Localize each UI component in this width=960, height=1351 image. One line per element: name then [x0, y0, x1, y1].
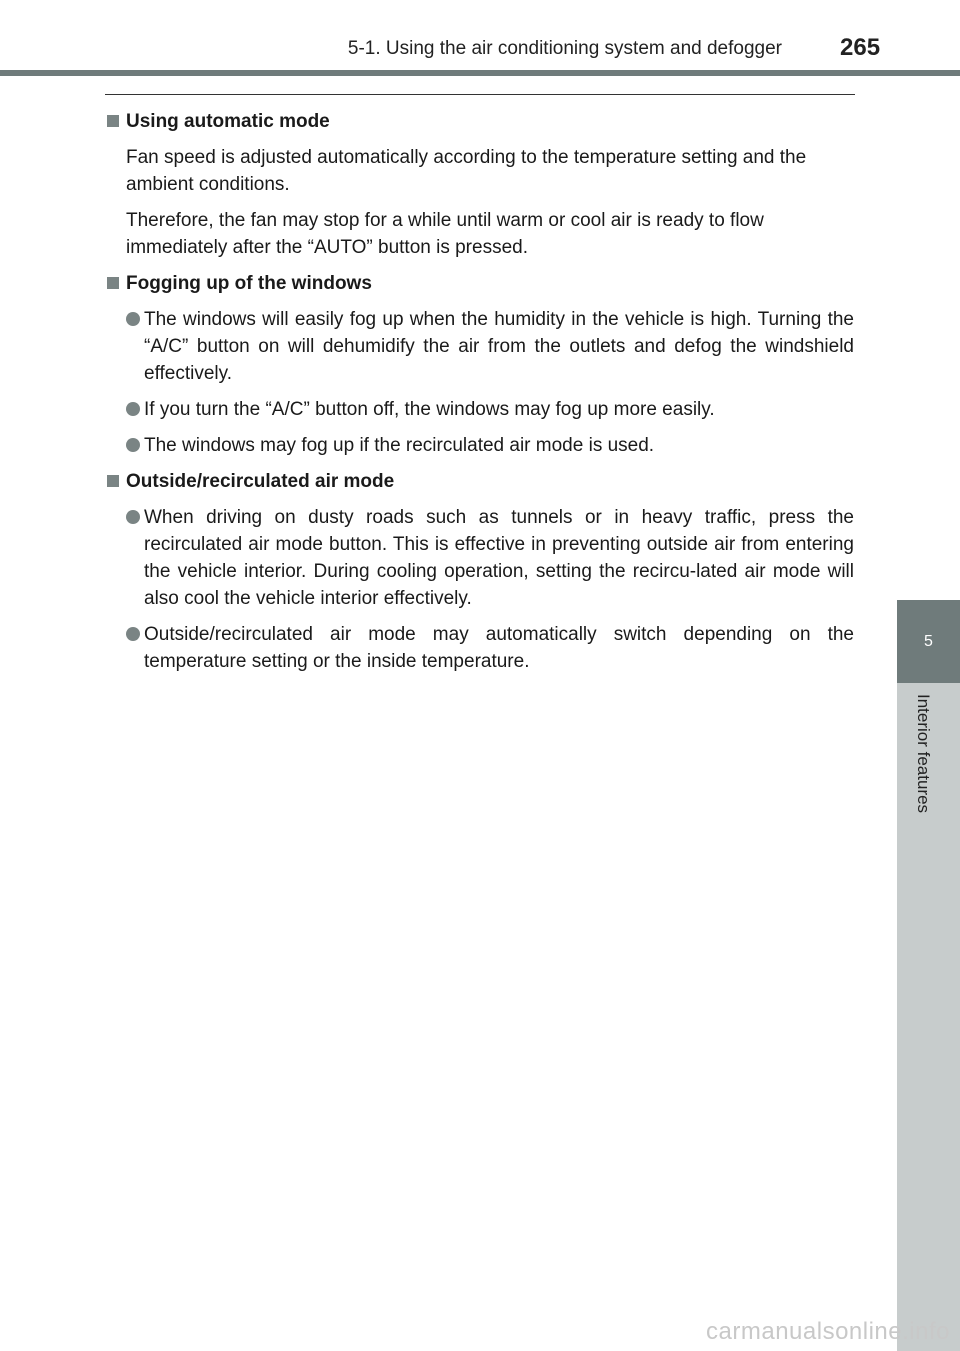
chapter-number: 5 — [924, 632, 933, 650]
bullet-item — [106, 432, 854, 459]
bullet-text: The windows may fog up if the recirculated air mode is used. — [144, 435, 655, 456]
bullet-item — [106, 621, 854, 675]
watermark: carmanualsonline.info — [706, 1318, 950, 1345]
circle-bullet-icon — [126, 627, 140, 641]
circle-bullet-icon — [126, 402, 140, 416]
header-bar — [0, 70, 960, 76]
section-heading-air-mode — [106, 468, 854, 495]
square-bullet-icon — [107, 277, 119, 289]
section-heading-auto-mode — [106, 108, 854, 135]
bullet-text: The windows will easily fog up when the humidity in the vehicle is high. Turning the “A/C” button on will dehumidify the air from the outlets and defog the windshield effectively. — [144, 309, 854, 384]
bullet-item — [106, 306, 854, 387]
square-bullet-icon — [107, 115, 119, 127]
circle-bullet-icon — [126, 312, 140, 326]
heading-text: Fogging up of the windows — [126, 273, 372, 294]
heading-text: Outside/recirculated air mode — [126, 471, 395, 492]
bullet-text: Outside/recirculated air mode may automatically switch depending on the temperature setting or the inside temperature. — [144, 624, 854, 672]
section-heading-fogging — [106, 270, 854, 297]
page-content — [106, 108, 854, 684]
bullet-item — [106, 504, 854, 612]
bullet-item — [106, 396, 854, 423]
top-rule — [105, 94, 855, 95]
circle-bullet-icon — [126, 438, 140, 452]
circle-bullet-icon — [126, 510, 140, 524]
chapter-tab — [897, 600, 960, 683]
bullet-text: If you turn the “A/C” button off, the windows may fog up more easily. — [144, 399, 715, 420]
heading-text: Using automatic mode — [126, 111, 330, 132]
paragraph: Fan speed is adjusted automatically according to the temperature setting and the ambient conditions. — [126, 147, 807, 195]
header-section-title: 5-1. Using the air conditioning system and defogger — [347, 38, 782, 59]
square-bullet-icon — [107, 475, 119, 487]
page-number: 265 — [840, 34, 881, 61]
paragraph: Therefore, the fan may stop for a while until warm or cool air is ready to flow immediately after the “AUTO” button is pressed. — [126, 210, 764, 258]
bullet-text: When driving on dusty roads such as tunnels or in heavy traffic, press the recirculated air mode button. This is effective in preventing outside air from entering the vehicle interior. During cooling operation, setting the recircu-lated air mode will also cool the vehicle interior effectively. — [144, 507, 854, 609]
chapter-label: Interior features — [914, 694, 933, 814]
